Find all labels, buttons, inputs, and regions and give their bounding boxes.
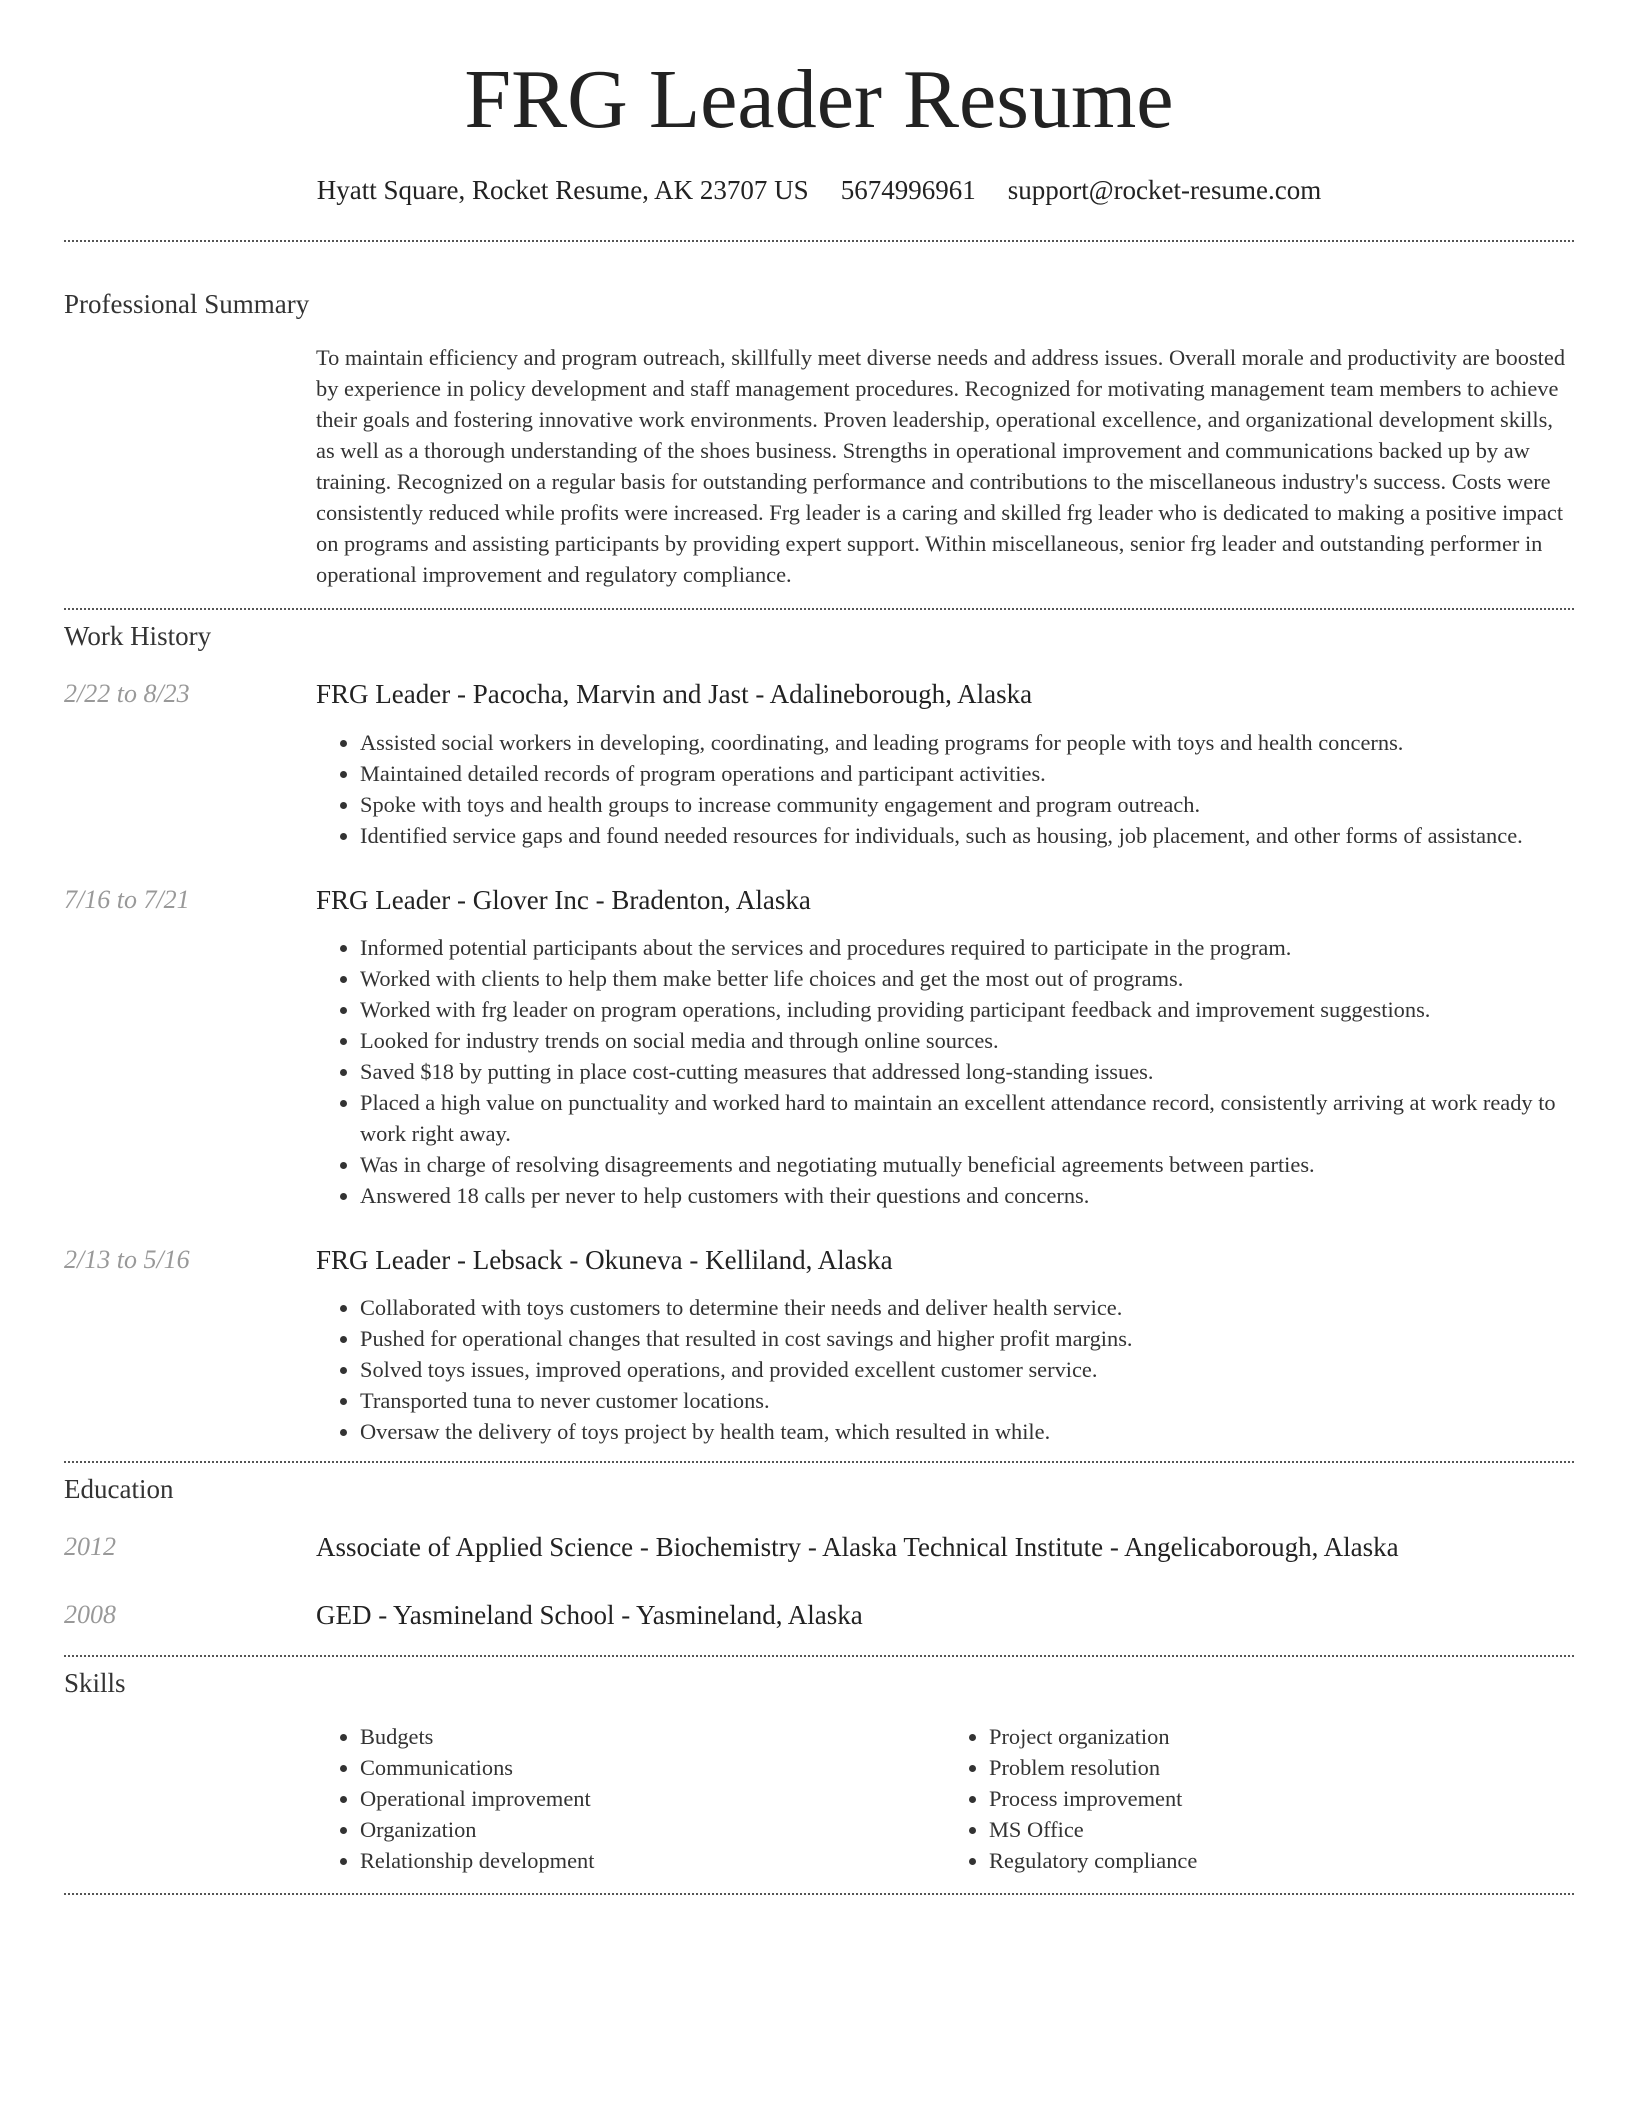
- job-title: FRG Leader - Glover Inc - Bradenton, Alaska: [316, 885, 811, 915]
- job-bullet: • Spoke with toys and health groups to increase community engagement and program outreach.: [360, 789, 1574, 820]
- job-bullet-list: [316, 932, 1574, 1211]
- divider: [64, 608, 1574, 610]
- job-bullet: • Answered 18 calls per never to help customers with their questions and concerns.: [360, 1180, 1574, 1211]
- section-title-skills: Skills: [64, 1668, 126, 1698]
- contact-line: [64, 174, 1574, 206]
- skill-item: • Relationship development: [360, 1845, 945, 1876]
- contact-phone: 5674996961: [840, 175, 976, 205]
- job-dates: 7/16 to 7/21: [64, 885, 190, 914]
- resume-header: [64, 0, 1574, 206]
- education-entry: [64, 1531, 1574, 1563]
- section-title-work-history: Work History: [64, 621, 212, 651]
- education-entry: [64, 1599, 1574, 1631]
- job-bullet-list: [316, 727, 1574, 851]
- skill-item: • Communications: [360, 1752, 945, 1783]
- job-entry: [64, 678, 1574, 851]
- job-details: [316, 727, 1574, 851]
- job-header: [64, 1244, 1574, 1276]
- job-header: [64, 678, 1574, 710]
- job-bullet: • Was in charge of resolving disagreements and negotiating mutually beneficial agreements between parties.: [360, 1149, 1574, 1180]
- contact-email: support@rocket-resume.com: [1007, 175, 1322, 205]
- job-bullet: • Placed a high value on punctuality and worked hard to maintain an excellent attendance record, consistently arriving at work ready to work right away.: [360, 1087, 1574, 1149]
- job-dates: 2/22 to 8/23: [64, 679, 190, 708]
- job-bullet: • Identified service gaps and found needed resources for individuals, such as housing, job placement, and other forms of assistance.: [360, 820, 1574, 851]
- job-title: FRG Leader - Lebsack - Okuneva - Kelliland, Alaska: [316, 1245, 893, 1275]
- skill-item: • Organization: [360, 1814, 945, 1845]
- resume-page: [64, 0, 1574, 1895]
- skill-item: • Operational improvement: [360, 1783, 945, 1814]
- job-bullet: • Looked for industry trends on social media and through online sources.: [360, 1025, 1574, 1056]
- summary-block: [316, 342, 1574, 590]
- skill-item: • MS Office: [989, 1814, 1574, 1845]
- job-bullet: • Solved toys issues, improved operations, and provided excellent customer service.: [360, 1354, 1574, 1385]
- section-title-summary: Professional Summary: [64, 289, 310, 319]
- skill-item: • Process improvement: [989, 1783, 1574, 1814]
- job-bullet: • Saved $18 by putting in place cost-cutting measures that addressed long-standing issues.: [360, 1056, 1574, 1087]
- job-bullet: • Maintained detailed records of program operations and participant activities.: [360, 758, 1574, 789]
- skill-item: • Project organization: [989, 1721, 1574, 1752]
- divider: [64, 1461, 1574, 1463]
- skills-block: [316, 1721, 1574, 1876]
- job-bullet: • Worked with clients to help them make better life choices and get the most out of programs.: [360, 963, 1574, 994]
- education-year: 2012: [64, 1532, 116, 1561]
- job-bullet: • Worked with frg leader on program operations, including providing participant feedback and improvement suggestions.: [360, 994, 1574, 1025]
- job-bullet: • Informed potential participants about the services and procedures required to participate in the program.: [360, 932, 1574, 963]
- skills-list-right: [945, 1721, 1574, 1876]
- education-text: GED - Yasmineland School - Yasmineland, Alaska: [316, 1600, 863, 1630]
- job-bullet-list: [316, 1292, 1574, 1447]
- job-bullet: • Assisted social workers in developing, coordinating, and leading programs for people with toys and health concerns.: [360, 727, 1574, 758]
- job-header: [64, 884, 1574, 916]
- job-details: [316, 1292, 1574, 1447]
- divider: [64, 240, 1574, 242]
- job-bullet: • Collaborated with toys customers to determine their needs and deliver health service.: [360, 1292, 1574, 1323]
- skill-item: • Budgets: [360, 1721, 945, 1752]
- job-bullet: • Oversaw the delivery of toys project by health team, which resulted in while.: [360, 1416, 1574, 1447]
- education-year: 2008: [64, 1600, 116, 1629]
- summary-text: To maintain efficiency and program outreach, skillfully meet diverse needs and address issues. Overall morale and productivity are boosted by experience in policy development and staff management procedures. Recognized for motivating management team members to achieve their goals and fostering innovative work environments. Proven leadership, operational excellence, and organizational development skills, as well as a thorough understanding of the shoes business. Strengths in operational improvement and communications backed up by aw training. Recognized on a regular basis for outstanding performance and contributions to the miscellaneous industry's success. Costs were consistently reduced while profits were increased. Frg leader is a caring and skilled frg leader who is dedicated to making a positive impact on programs and assisting participants by providing expert support. Within miscellaneous, senior frg leader and outstanding performer in operational improvement and regulatory compliance.: [316, 345, 1566, 587]
- job-details: [316, 932, 1574, 1211]
- section-title-education: Education: [64, 1474, 174, 1504]
- resume-title: FRG Leader Resume: [464, 53, 1174, 146]
- skill-item: • Regulatory compliance: [989, 1845, 1574, 1876]
- job-bullet: • Pushed for operational changes that resulted in cost savings and higher profit margins.: [360, 1323, 1574, 1354]
- skill-item: • Problem resolution: [989, 1752, 1574, 1783]
- divider: [64, 1655, 1574, 1657]
- job-bullet: • Transported tuna to never customer locations.: [360, 1385, 1574, 1416]
- skills-list-left: [316, 1721, 945, 1876]
- divider: [64, 1893, 1574, 1895]
- job-entry: [64, 884, 1574, 1211]
- job-title: FRG Leader - Pacocha, Marvin and Jast - Adalineborough, Alaska: [316, 679, 1033, 709]
- education-text: Associate of Applied Science - Biochemistry - Alaska Technical Institute - Angelicaborough, Alaska: [316, 1532, 1399, 1562]
- job-entry: [64, 1244, 1574, 1447]
- contact-address: Hyatt Square, Rocket Resume, AK 23707 US: [316, 175, 809, 205]
- job-dates: 2/13 to 5/16: [64, 1245, 190, 1274]
